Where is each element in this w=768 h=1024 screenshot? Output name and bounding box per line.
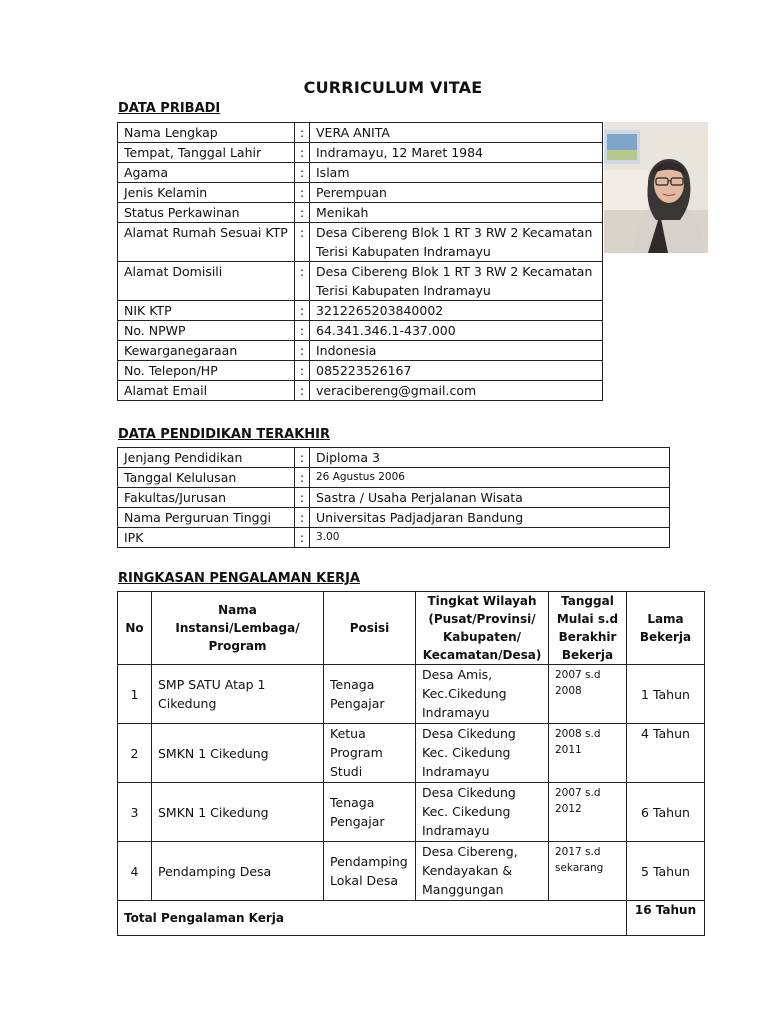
row-value: Indramayu, 12 Maret 1984: [310, 143, 603, 163]
table-row: [118, 724, 705, 783]
cell-wilayah: Desa Cibereng, Kendayakan & Manggungan: [416, 842, 549, 901]
total-row: [118, 901, 705, 936]
header-lama: Lama Bekerja: [627, 592, 705, 665]
cell-tanggal: 2008 s.d 2011: [549, 724, 627, 783]
total-label: Total Pengalaman Kerja: [118, 901, 627, 936]
row-value: 3212265203840002: [310, 301, 603, 321]
row-label: Fakultas/Jurusan: [118, 488, 295, 508]
education-table: [117, 447, 670, 548]
table-row: [118, 163, 603, 183]
section-heading-personal: DATA PRIBADI: [118, 101, 221, 116]
cell-lama: 4 Tahun: [627, 724, 705, 783]
row-value: Desa Cibereng Blok 1 RT 3 RW 2 Kecamatan Terisi Kabupaten Indramayu: [310, 262, 603, 301]
table-row: [118, 842, 705, 901]
row-colon: :: [295, 448, 310, 468]
row-label: Nama Perguruan Tinggi: [118, 508, 295, 528]
row-value: veracibereng@gmail.com: [310, 381, 603, 401]
row-label: Nama Lengkap: [118, 123, 295, 143]
cell-no: 1: [118, 665, 152, 724]
section-heading-education: DATA PENDIDIKAN TERAKHIR: [118, 427, 330, 442]
row-label: No. Telepon/HP: [118, 361, 295, 381]
row-label: Alamat Rumah Sesuai KTP: [118, 223, 295, 262]
work-experience-table: [117, 591, 705, 936]
cell-wilayah: Desa Amis, Kec.Cikedung Indramayu: [416, 665, 549, 724]
row-label: Tanggal Kelulusan: [118, 468, 295, 488]
cell-no: 3: [118, 783, 152, 842]
row-colon: :: [295, 468, 310, 488]
row-colon: :: [295, 488, 310, 508]
row-label: Alamat Domisili: [118, 262, 295, 301]
row-value: 26 Agustus 2006: [310, 468, 670, 488]
cell-instansi: SMKN 1 Cikedung: [152, 783, 324, 842]
row-value: Desa Cibereng Blok 1 RT 3 RW 2 Kecamatan Terisi Kabupaten Indramayu: [310, 223, 603, 262]
cell-posisi: Tenaga Pengajar: [324, 783, 416, 842]
header-posisi: Posisi: [324, 592, 416, 665]
table-row: [118, 143, 603, 163]
row-colon: :: [295, 321, 310, 341]
cell-no: 2: [118, 724, 152, 783]
cell-posisi: Tenaga Pengajar: [324, 665, 416, 724]
cell-lama: 1 Tahun: [627, 665, 705, 724]
row-label: IPK: [118, 528, 295, 548]
table-row: [118, 301, 603, 321]
row-value: Indonesia: [310, 341, 603, 361]
table-row: [118, 468, 670, 488]
cell-posisi: Ketua Program Studi: [324, 724, 416, 783]
cell-tanggal: 2017 s.d sekarang: [549, 842, 627, 901]
table-row: [118, 488, 670, 508]
row-value: Diploma 3: [310, 448, 670, 468]
cell-lama: 6 Tahun: [627, 783, 705, 842]
table-row: [118, 203, 603, 223]
row-label: Status Perkawinan: [118, 203, 295, 223]
header-instansi: Nama Instansi/Lembaga/ Program: [152, 592, 324, 665]
cell-wilayah: Desa Cikedung Kec. Cikedung Indramayu: [416, 724, 549, 783]
cell-tanggal: 2007 s.d 2012: [549, 783, 627, 842]
row-value: 64.341.346.1-437.000: [310, 321, 603, 341]
row-colon: :: [295, 163, 310, 183]
document-title: CURRICULUM VITAE: [303, 78, 483, 97]
table-row: [118, 665, 705, 724]
table-row: [118, 448, 670, 468]
total-value: 16 Tahun: [627, 901, 705, 936]
section-heading-work: RINGKASAN PENGALAMAN KERJA: [118, 571, 360, 586]
header-tanggal: Tanggal Mulai s.d Berakhir Bekerja: [549, 592, 627, 665]
row-value: Universitas Padjadjaran Bandung: [310, 508, 670, 528]
row-colon: :: [295, 361, 310, 381]
table-row: [118, 361, 603, 381]
row-label: Agama: [118, 163, 295, 183]
table-row: [118, 321, 603, 341]
table-header-row: [118, 592, 705, 665]
row-colon: :: [295, 508, 310, 528]
cell-lama: 5 Tahun: [627, 842, 705, 901]
cell-wilayah: Desa Cikedung Kec. Cikedung Indramayu: [416, 783, 549, 842]
row-colon: :: [295, 123, 310, 143]
table-row: [118, 508, 670, 528]
row-colon: :: [295, 143, 310, 163]
table-row: [118, 123, 603, 143]
cell-no: 4: [118, 842, 152, 901]
cell-instansi: Pendamping Desa: [152, 842, 324, 901]
row-colon: :: [295, 381, 310, 401]
row-label: Jenis Kelamin: [118, 183, 295, 203]
row-colon: :: [295, 203, 310, 223]
row-value: Perempuan: [310, 183, 603, 203]
cell-tanggal: 2007 s.d 2008: [549, 665, 627, 724]
cell-instansi: SMP SATU Atap 1 Cikedung: [152, 665, 324, 724]
row-colon: :: [295, 341, 310, 361]
row-value: Sastra / Usaha Perjalanan Wisata: [310, 488, 670, 508]
row-colon: :: [295, 301, 310, 321]
row-value: 3.00: [310, 528, 670, 548]
row-label: NIK KTP: [118, 301, 295, 321]
table-row: [118, 223, 603, 262]
header-wilayah: Tingkat Wilayah (Pusat/Provinsi/ Kabupaten/ Kecamatan/Desa): [416, 592, 549, 665]
table-row: [118, 783, 705, 842]
row-colon: :: [295, 528, 310, 548]
row-value: VERA ANITA: [310, 123, 603, 143]
row-value: 085223526167: [310, 361, 603, 381]
personal-data-table: [117, 122, 603, 401]
row-colon: :: [295, 183, 310, 203]
header-no: No: [118, 592, 152, 665]
table-row: [118, 528, 670, 548]
table-row: [118, 381, 603, 401]
table-row: [118, 183, 603, 203]
cell-instansi: SMKN 1 Cikedung: [152, 724, 324, 783]
row-label: Kewarganegaraan: [118, 341, 295, 361]
row-label: No. NPWP: [118, 321, 295, 341]
table-row: [118, 341, 603, 361]
table-row: [118, 262, 603, 301]
row-label: Tempat, Tanggal Lahir: [118, 143, 295, 163]
cell-posisi: Pendamping Lokal Desa: [324, 842, 416, 901]
row-label: Alamat Email: [118, 381, 295, 401]
row-label: Jenjang Pendidikan: [118, 448, 295, 468]
row-value: Islam: [310, 163, 603, 183]
profile-photo: [604, 122, 708, 253]
row-colon: :: [295, 262, 310, 301]
row-value: Menikah: [310, 203, 603, 223]
row-colon: :: [295, 223, 310, 262]
